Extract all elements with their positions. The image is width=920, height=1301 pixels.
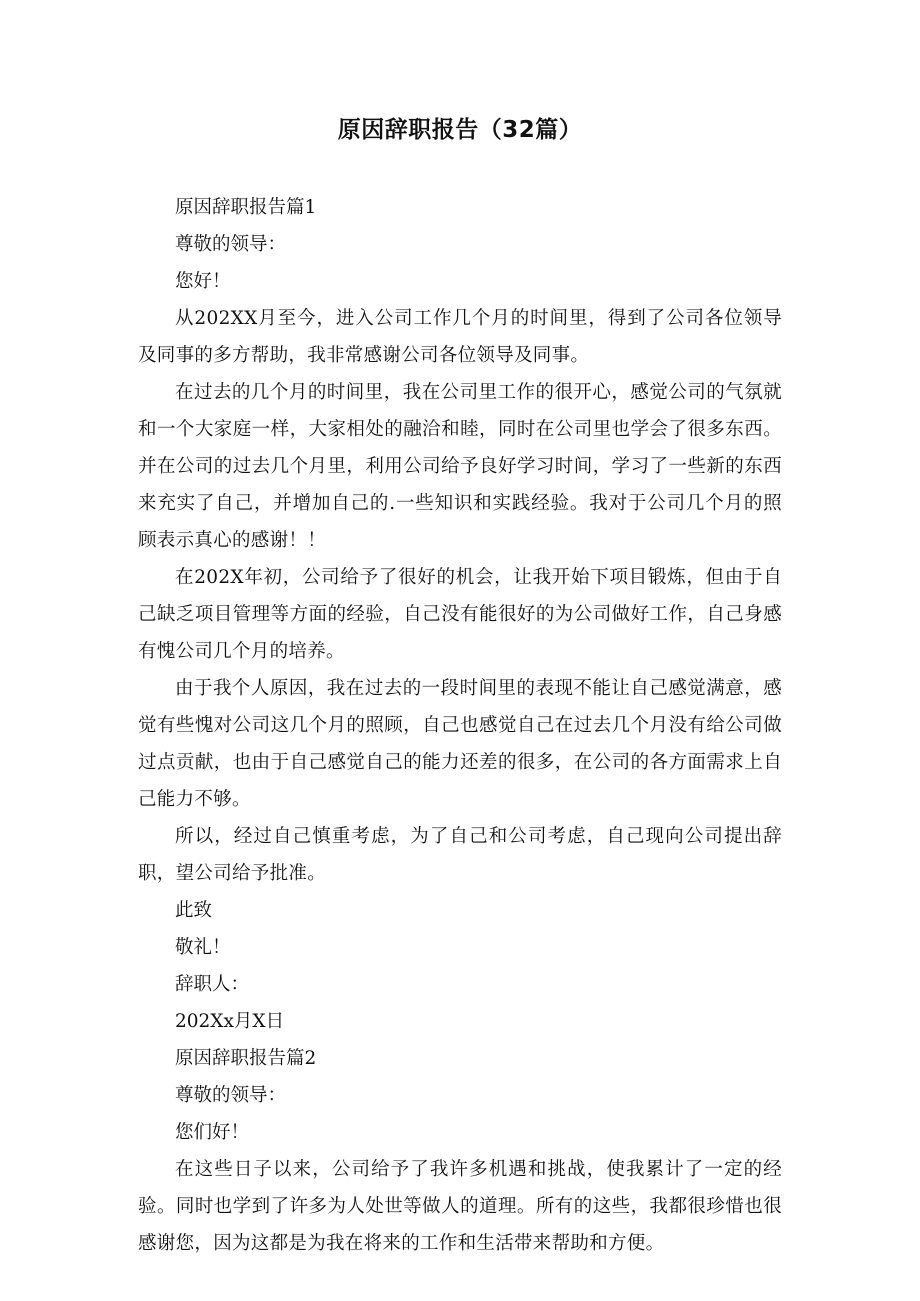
paragraph: 由于我个人原因，我在过去的一段时间里的表现不能让自己感觉满意，感觉有些愧对公司这几个月的照顾，自己也感觉自己在过去几个月没有给公司做过点贡献，也由于自己感觉自己的能力还差的很多，在公司的各方面需求上自己能力不够。 (138, 678, 782, 810)
section-heading: 原因辞职报告篇1 (175, 197, 317, 218)
closing-salute: 敬礼！ (175, 937, 231, 958)
document-title: 原因辞职报告（32篇） (337, 117, 583, 143)
paragraph: 在这些日子以来，公司给予了我许多机遇和挑战，使我累计了一定的经验。同时也学到了许多为人处世等做人的道理。所有的这些，我都很珍惜也很感谢您，因为这都是为我在将来的工作和生活带来帮助和方便。 (138, 1159, 782, 1254)
paragraph: 所以，经过自己慎重考虑，为了自己和公司考虑，自己现向公司提出辞职，望公司给予批准。 (138, 826, 782, 884)
signature-label: 辞职人： (175, 974, 250, 995)
greeting: 您好！ (175, 271, 231, 292)
salutation: 尊敬的领导： (175, 234, 287, 255)
date-line: 202Xx月X日 (175, 1011, 285, 1032)
closing-line: 此致 (175, 900, 213, 921)
greeting: 您们好！ (175, 1122, 250, 1143)
document-body (138, 189, 782, 1262)
section-heading: 原因辞职报告篇2 (175, 1048, 317, 1069)
salutation: 尊敬的领导： (175, 1085, 287, 1106)
paragraph: 从202XX月至今，进入公司工作几个月的时间里，得到了公司各位领导及同事的多方帮助，我非常感谢公司各位领导及同事。 (138, 308, 782, 366)
paragraph: 在过去的几个月的时间里，我在公司里工作的很开心，感觉公司的气氛就和一个大家庭一样，大家相处的融洽和睦，同时在公司里也学会了很多东西。并在公司的过去几个月里，利用公司给予良好学习时间，学习了一些新的东西来充实了自己，并增加自己的.一些知识和实践经验。我对于公司几个月的照顾表示真心的感谢！！ (138, 382, 782, 551)
paragraph: 在202X年初，公司给予了很好的机会，让我开始下项目锻炼，但由于自己缺乏项目管理等方面的经验，自己没有能很好的为公司做好工作，自己身感有愧公司几个月的培养。 (138, 567, 782, 662)
